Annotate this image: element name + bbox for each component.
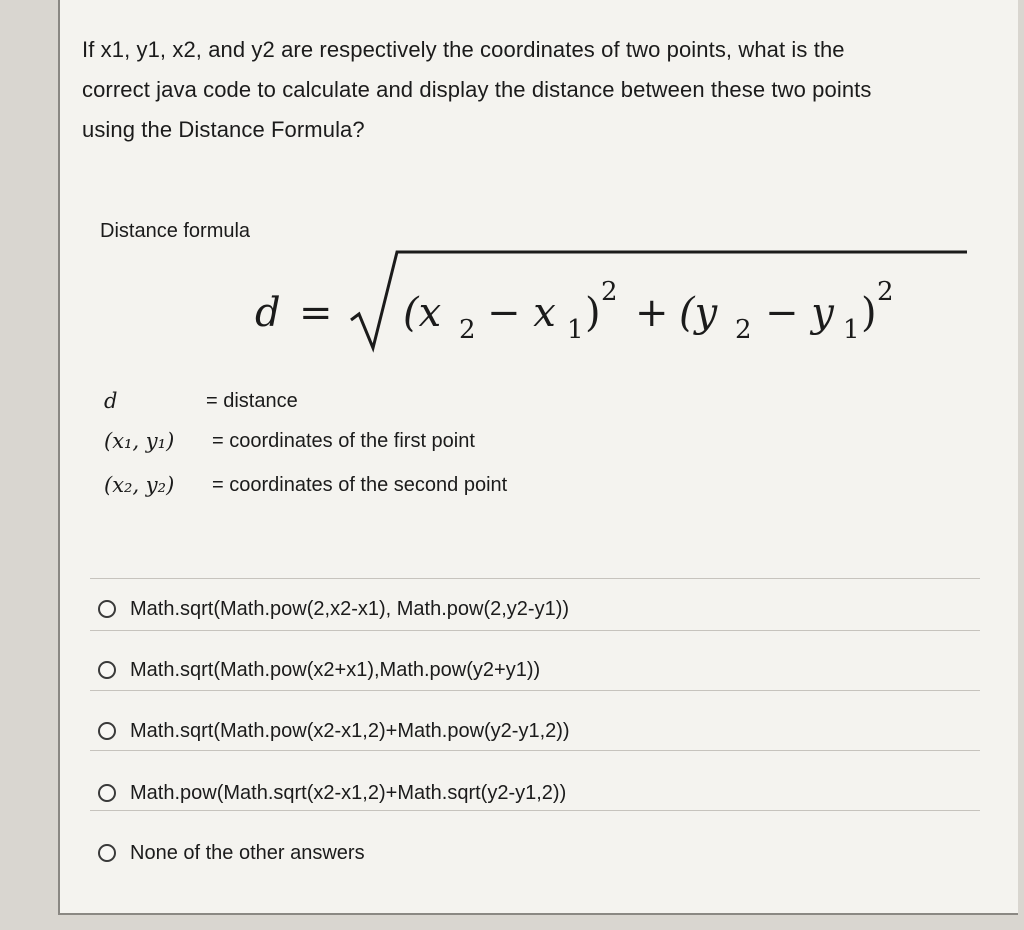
option-label: None of the other answers (130, 841, 365, 864)
legend-symbol: (x₂, y₂) (104, 473, 175, 497)
legend-text: = distance (206, 390, 298, 412)
formula-term1-open: (x (403, 290, 442, 336)
option-divider (90, 578, 980, 579)
option-label: Math.sqrt(Math.pow(x2+x1),Math.pow(y2+y1)) (130, 658, 541, 681)
formula-label: Distance formula (100, 220, 251, 242)
formula-lhs: d (255, 290, 281, 336)
distance-formula (255, 248, 955, 358)
formula-term2-sub2: 1 (843, 315, 860, 345)
formula-graphic (255, 248, 955, 358)
formula-term1-sub2: 1 (567, 315, 584, 345)
formula-term2-open: (y (679, 290, 718, 336)
question-card (58, 0, 1018, 915)
option-divider (90, 630, 980, 631)
formula-term2-close: ) (861, 290, 877, 336)
formula-term2-sub: 2 (735, 315, 752, 345)
option-label: Math.sqrt(Math.pow(2,x2-x1), Math.pow(2,y2-y1)) (130, 597, 570, 620)
option-divider (90, 810, 980, 811)
question-line: using the Distance Formula? (82, 117, 365, 142)
legend-symbol: (x₁, y₁) (104, 429, 175, 453)
legend-text: = coordinates of the first point (212, 430, 475, 452)
legend-text: = coordinates of the second point (212, 474, 508, 496)
answer-option-4[interactable] (98, 778, 566, 808)
question-line: correct java code to calculate and display the distance between these two points (82, 77, 872, 102)
formula-equals: = (299, 290, 333, 336)
option-label: Math.pow(Math.sqrt(x2-x1,2)+Math.sqrt(y2-y1,2)) (130, 781, 567, 804)
option-divider (90, 690, 980, 691)
formula-exp1: 2 (601, 277, 618, 307)
formula-term1-sub: 2 (459, 315, 476, 345)
legend-symbol: d (104, 389, 118, 413)
answer-option-3[interactable] (98, 716, 570, 746)
formula-term1-minus: − x (487, 290, 556, 336)
radio-button[interactable] (98, 600, 116, 618)
answer-option-1[interactable] (98, 594, 569, 624)
formula-term1-close: ) (585, 290, 601, 336)
answer-option-5[interactable] (98, 838, 365, 868)
radio-button[interactable] (98, 784, 116, 802)
radio-button[interactable] (98, 844, 116, 862)
radio-button[interactable] (98, 722, 116, 740)
formula-plus: + (635, 290, 669, 336)
formula-exp2: 2 (877, 277, 894, 307)
option-divider (90, 750, 980, 751)
question-text (82, 30, 982, 150)
formula-term2-minus: − y (765, 290, 834, 336)
radio-button[interactable] (98, 661, 116, 679)
answer-option-2[interactable] (98, 655, 540, 685)
option-label: Math.sqrt(Math.pow(x2-x1,2)+Math.pow(y2-y1,2)) (130, 719, 570, 742)
question-line: If x1, y1, x2, and y2 are respectively the coordinates of two points, what is the (82, 37, 845, 62)
